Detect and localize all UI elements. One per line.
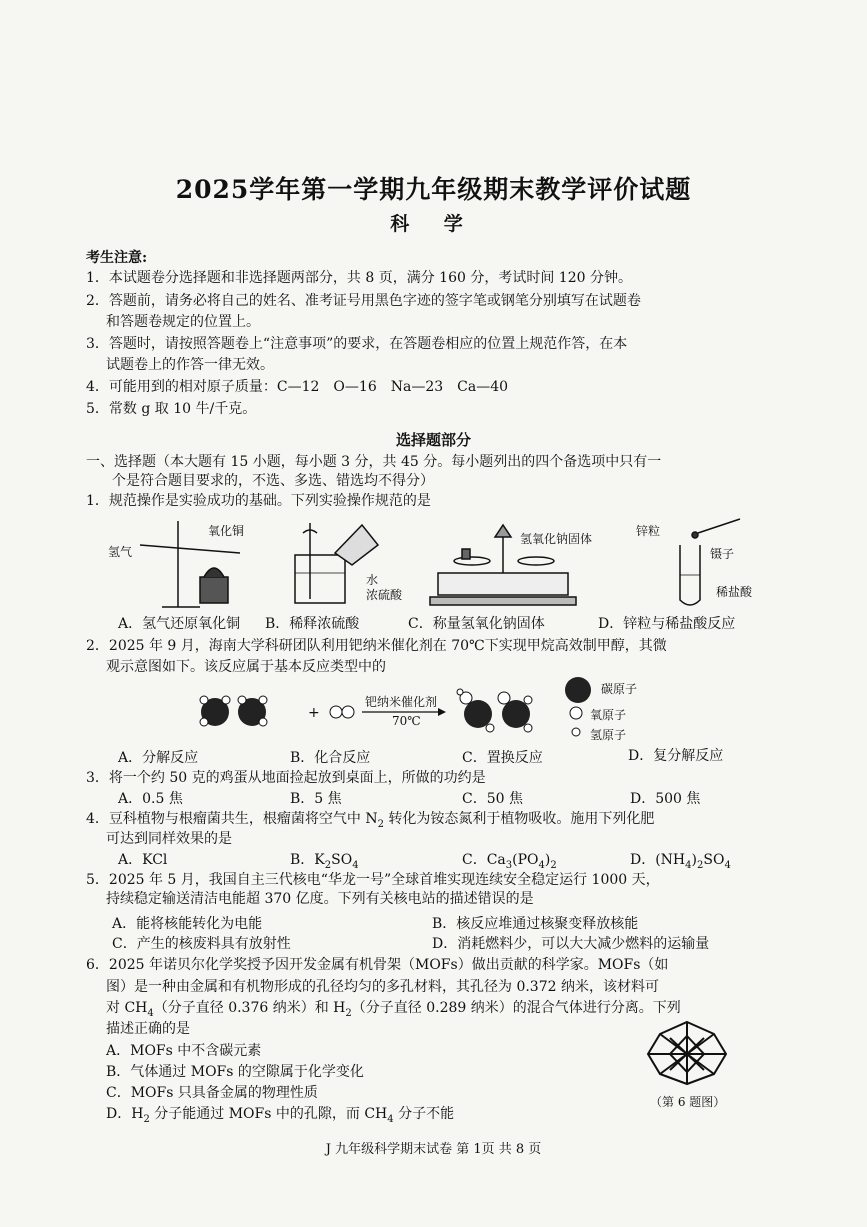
q5-stem-1: 5．2025 年 5 月，我国自主三代核电“华龙一号”全球首堆实现连续安全稳定运行 1000 天， <box>86 872 660 888</box>
q1-option-c: C．称量氢氧化钠固体 <box>408 616 545 632</box>
svg-text:+: + <box>308 705 320 721</box>
exam-subject: 科 学 <box>390 213 477 235</box>
q1-figures <box>100 515 780 615</box>
notice-item-2-cont: 和答题卷规定的位置上。 <box>106 314 260 330</box>
q3-option-a: A．0.5 焦 <box>118 791 183 807</box>
q5-option-a: A．能将核能转化为电能 <box>112 916 263 932</box>
q2-option-b: B．化合反应 <box>290 750 371 766</box>
q1-label-tweezers: 镊子 <box>710 547 735 561</box>
q2-temperature-label: 70℃ <box>392 714 421 728</box>
q1-option-b: B．稀释浓硫酸 <box>265 616 360 632</box>
q1-label-copper-oxide: 氧化铜 <box>208 524 245 538</box>
q2-option-a: A．分解反应 <box>118 750 199 766</box>
q2-legend-oxygen: 氧原子 <box>590 708 627 722</box>
q6-option-c: C．MOFs 只具备金属的物理性质 <box>106 1085 318 1101</box>
q1-stem: 1．规范操作是实验成功的基础。下列实验操作规范的是 <box>86 493 431 509</box>
q6-stem-3: 对 $CH_4$（分子直径 0.376 纳米）和 $H_2$（分子直径 0.289 纳米）的混合气体进行分离。下列 <box>106 1000 681 1019</box>
q4-stem-1: 4．豆科植物与根瘤菌共生，根瘤菌将空气中 $N_2$ 转化为铵态氮利于植物吸收。施用下列化肥 <box>86 811 655 830</box>
q1-label-zinc: 锌粒 <box>636 524 661 538</box>
q1-label-naoh: 氢氧化钠固体 <box>520 532 593 546</box>
notice-item-1: 1．本试题卷分选择题和非选择题两部分，共 8 页，满分 160 分，考试时间 120 分钟。 <box>86 270 632 286</box>
section-instruction-2: 个是符合题目要求的，不选、多选、错选均不得分） <box>112 473 434 489</box>
q3-option-d: D．500 焦 <box>630 791 701 807</box>
q6-stem-1: 6．2025 年诺贝尔化学奖授予因开发金属有机骨架（MOFs）做出贡献的科学家。MOFs（如 <box>86 957 669 973</box>
q4-stem-2: 可达到同样效果的是 <box>106 831 232 847</box>
q6-stem-4: 描述正确的是 <box>106 1021 190 1037</box>
q1-label-hydrogen: 氢气 <box>108 545 133 559</box>
q5-option-c: C．产生的核废料具有放射性 <box>112 936 291 952</box>
notice-item-3-cont: 试题卷上的作答一律无效。 <box>106 357 274 373</box>
notice-heading: 考生注意: <box>86 250 148 266</box>
q5-option-b: B．核反应堆通过核聚变释放核能 <box>432 916 639 932</box>
q2-option-c: C．置换反应 <box>462 750 543 766</box>
q2-legend-hydrogen: 氢原子 <box>590 728 627 742</box>
q1-label-water: 水 <box>366 573 379 587</box>
q3-stem: 3．将一个约 50 克的鸡蛋从地面捡起放到桌面上，所做的功约是 <box>86 770 486 786</box>
q2-option-d: D．复分解反应 <box>628 748 724 764</box>
q5-stem-2: 持续稳定输送清洁电能超 370 亿度。下列有关核电站的描述错误的是 <box>106 891 534 907</box>
q3-option-c: C．50 焦 <box>462 791 523 807</box>
q4-option-a: A．KCl <box>118 852 168 868</box>
q2-stem-2: 观示意图如下。该反应属于基本反应类型中的 <box>106 659 386 675</box>
q1-label-sulfuric-acid: 浓硫酸 <box>366 588 403 602</box>
q2-reactant-oxygen <box>330 706 354 718</box>
q6-mof-structure-figure <box>644 1018 730 1088</box>
q2-reactant-methane <box>200 696 267 726</box>
q2-legend-symbols <box>565 677 591 736</box>
q4-option-d: D．$(NH_4)_2SO_4$ <box>630 852 731 871</box>
q2-product-methanol <box>457 689 532 732</box>
notice-item-2: 2．答题前，请务必将自己的姓名、准考证号用黑色字迹的签字笔或钢笔分别填写在试题卷 <box>86 293 641 309</box>
notice-item-5: 5．常数 g 取 10 牛/千克。 <box>86 401 257 417</box>
q3-option-b: B．5 焦 <box>290 791 342 807</box>
q6-stem-2: 图）是一种由金属和有机物形成的孔径均匀的多孔材料，其孔径为 0.372 纳米，该材料可 <box>106 979 659 995</box>
section-title: 选择题部分 <box>395 431 471 449</box>
q2-catalyst-label: 钯纳米催化剂 <box>365 695 438 709</box>
q4-option-c: C．$Ca_3(PO_4)_2$ <box>462 852 557 871</box>
q6-option-d: D．$H_2$ 分子能通过 MOFs 中的孔隙，而 $CH_4$ 分子不能 <box>106 1106 455 1125</box>
q6-option-a: A．MOFs 中不含碳元素 <box>106 1043 262 1059</box>
q1-option-a: A．氢气还原氧化铜 <box>118 616 241 632</box>
q4-option-b: B．$K_2SO_4$ <box>290 852 359 871</box>
exam-title: 2025学年第一学期九年级期末教学评价试题 <box>175 175 692 204</box>
q1-option-d: D．锌粒与稀盐酸反应 <box>598 616 736 632</box>
q6-option-b: B．气体通过 MOFs 的空隙属于化学变化 <box>106 1064 364 1080</box>
q6-figure-caption: （第 6 题图） <box>650 1095 726 1109</box>
q1-label-hcl: 稀盐酸 <box>716 585 753 599</box>
q5-option-d: D．消耗燃料少，可以大大减少燃料的运输量 <box>432 936 710 952</box>
q2-stem-1: 2．2025 年 9 月，海南大学科研团队利用钯纳米催化剂在 70℃下实现甲烷高效制甲醇，其微 <box>86 638 667 654</box>
section-instruction-1: 一、选择题（本大题有 15 小题，每小题 3 分，共 45 分。每小题列出的四个备选项中只有一 <box>86 454 662 470</box>
page-footer: J 九年级科学期末试卷 第 1页 共 8 页 <box>325 1142 542 1157</box>
notice-item-3: 3．答题时，请按照答题卷上“注意事项”的要求，在答题卷相应的位置上规范作答，在本 <box>86 336 628 352</box>
q2-legend-carbon: 碳原子 <box>601 682 638 696</box>
notice-item-4: 4．可能用到的相对原子质量：C—12 O—16 Na—23 Ca—40 <box>86 379 509 395</box>
